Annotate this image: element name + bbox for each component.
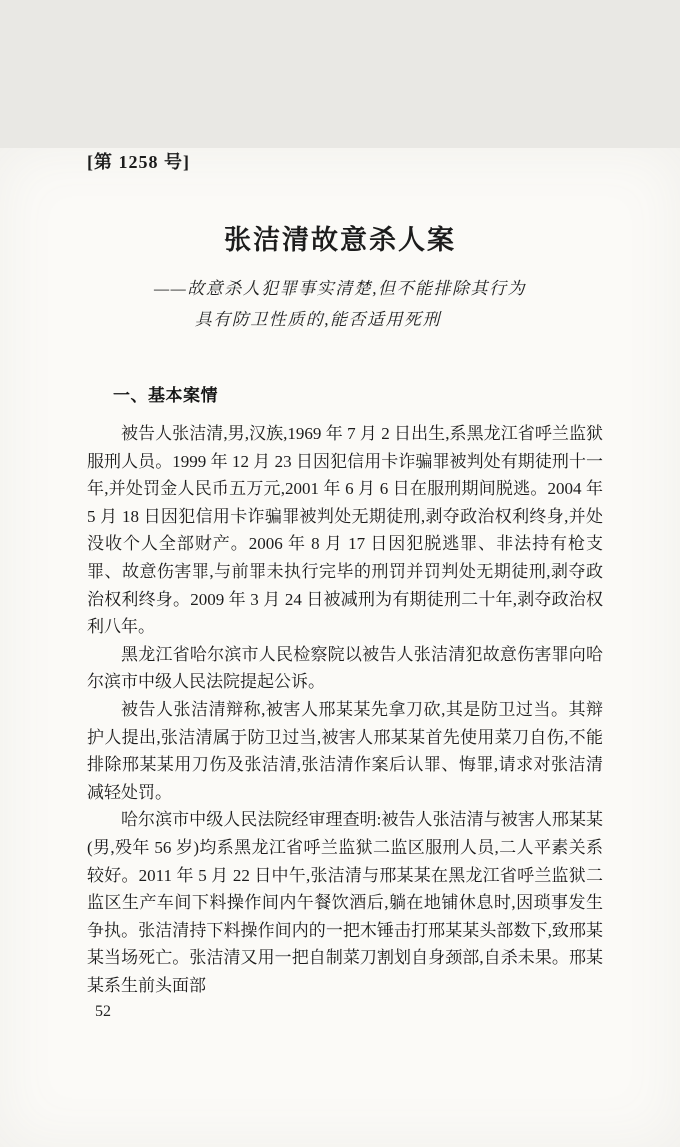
paragraph-defense-argument: 被告人张洁清辩称,被害人邢某某先拿刀砍,其是防卫过当。其辩护人提出,张洁清属于防卫过当,被害人邢某某首先使用菜刀自伤,不能排除邢某某用刀伤及张洁清,张洁清作案后认罪、悔罪,请求对张洁清减轻处罚。 bbox=[87, 699, 603, 802]
page-number: 52 bbox=[95, 1003, 111, 1021]
subtitle-line-2: 具有防卫性质的,能否适用死刑 bbox=[194, 310, 442, 329]
case-number: [第 1258 号] bbox=[87, 152, 190, 172]
paragraph-defendant-background: 被告人张洁清,男,汉族,1969 年 7 月 2 日出生,系黑龙江省呼兰监狱服刑人员。1999 年 12 月 23 日因犯信用卡诈骗罪被判处有期徒刑十一年,并处罚金人民币五万元,2001 年 6 月 6 日在服刑期间脱逃。2004 年 5 月 18 日因犯信用卡诈骗罪被判处无期徒刑,剥夺政治权利终身,并处没收个人全部财产。2006 年 8 月 17 日因犯脱逃罪、非法持有枪支罪、故意伤害罪,与前罪未执行完毕的刑罚并罚判处无期徒刑,剥夺政治权利终身。2009 年 3 月 24 日被减刑为有期徒刑二十年,剥夺政治权利八年。 bbox=[87, 424, 603, 637]
section-heading-basic-facts: 一、基本案情 bbox=[113, 386, 218, 405]
document-body bbox=[87, 420, 603, 999]
case-subtitle bbox=[154, 273, 526, 335]
paragraph-court-findings: 哈尔滨市中级人民法院经审理查明:被告人张洁清与被害人邢某某(男,殁年 56 岁)均系黑龙江省呼兰监狱二监区服刑人员,二人平素关系较好。2011 年 5 月 22 日中午,张洁清与邢某某在黑龙江省呼兰监狱二监区生产车间下料操作间内午餐饮酒后,躺在地铺休息时,因琐事发生争执。张洁清持下料操作间内的一把木锤击打邢某某头部数下,致邢某某当场死亡。张洁清又用一把自制菜刀割划自身颈部,自杀未果。邢某某系生前头面部 bbox=[87, 810, 603, 995]
subtitle-line-1: ——故意杀人犯罪事实清楚,但不能排除其行为 bbox=[154, 279, 526, 298]
paragraph-prosecution: 黑龙江省哈尔滨市人民检察院以被告人张洁清犯故意伤害罪向哈尔滨市中级人民法院提起公诉。 bbox=[87, 644, 603, 692]
case-title: 张洁清故意杀人案 bbox=[224, 225, 456, 255]
document-page bbox=[0, 148, 680, 1147]
